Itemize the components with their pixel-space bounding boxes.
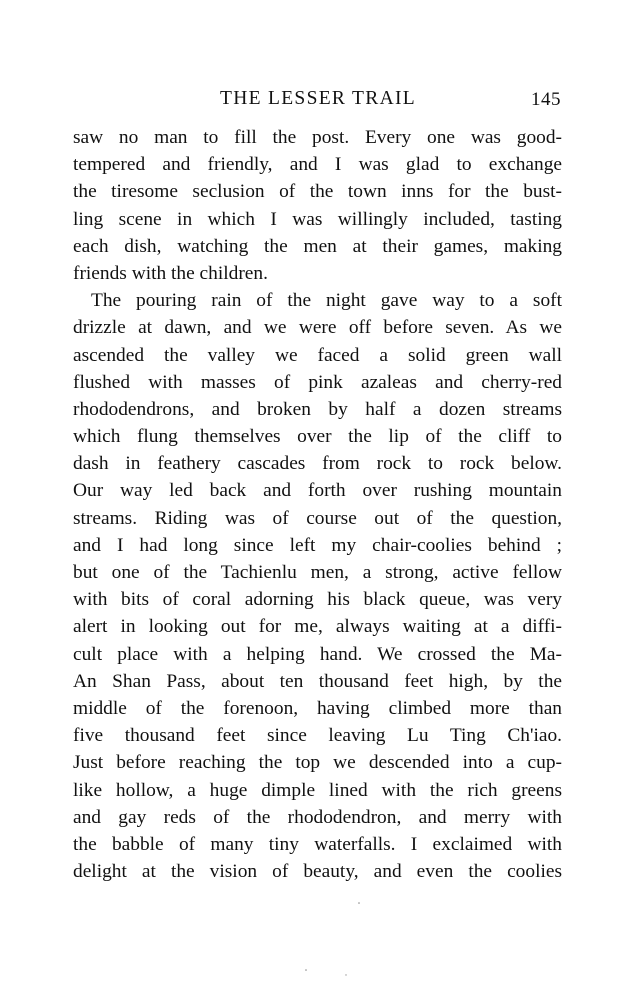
text-line: dash in feathery cascades from rock to rock below.: [73, 453, 562, 475]
text-line: flushed with masses of pink azaleas and cherry-red: [73, 371, 562, 393]
text-line: alert in looking out for me, always waiting at a diffi-: [73, 616, 562, 638]
text-line: tempered and friendly, and I was glad to exchange: [73, 154, 562, 176]
scan-speck: [305, 969, 307, 971]
text-line: friends with the children.: [73, 262, 268, 284]
text-line: which flung themselves over the lip of the cliff to: [73, 426, 562, 448]
text-line: rhododendrons, and broken by half a dozen streams: [73, 398, 562, 420]
text-line: the tiresome seclusion of the town inns for the bust-: [73, 181, 562, 203]
text-line: streams. Riding was of course out of the question,: [73, 507, 562, 529]
text-line: like hollow, a huge dimple lined with the rich greens: [73, 779, 562, 801]
text-line: five thousand feet since leaving Lu Ting Ch'iao.: [73, 725, 562, 747]
text-line: the babble of many tiny waterfalls. I exclaimed with: [73, 833, 562, 855]
text-line: ascended the valley we faced a solid green wall: [73, 344, 562, 366]
text-line: with bits of coral adorning his black queue, was very: [73, 589, 562, 611]
text-line: Just before reaching the top we descended into a cup-: [73, 752, 562, 774]
text-line: and I had long since left my chair-coolies behind ;: [73, 534, 562, 556]
running-title: THE LESSER TRAIL: [220, 88, 416, 109]
text-line: Our way led back and forth over rushing mountain: [73, 480, 562, 502]
text-line: cult place with a helping hand. We crossed the Ma-: [73, 643, 562, 665]
body-text: [73, 124, 562, 885]
scan-speck: [358, 902, 360, 904]
text-line: each dish, watching the men at their games, making: [73, 235, 562, 257]
text-line: The pouring rain of the night gave way to a soft: [91, 290, 562, 312]
text-line: and gay reds of the rhododendron, and merry with: [73, 806, 562, 828]
running-head: [73, 88, 563, 114]
text-line: but one of the Tachienlu men, a strong, active fellow: [73, 562, 562, 583]
scan-speck: [345, 974, 346, 975]
text-line: middle of the forenoon, having climbed more than: [73, 697, 562, 719]
text-line: An Shan Pass, about ten thousand feet high, by the: [73, 670, 562, 692]
text-line: drizzle at dawn, and we were off before seven. As we: [73, 317, 562, 339]
text-line: ling scene in which I was willingly included, tasting: [73, 208, 562, 230]
text-line: delight at the vision of beauty, and even the coolies: [73, 861, 562, 883]
page-number: 145: [531, 89, 561, 110]
text-line: saw no man to fill the post. Every one was good-: [73, 127, 562, 148]
